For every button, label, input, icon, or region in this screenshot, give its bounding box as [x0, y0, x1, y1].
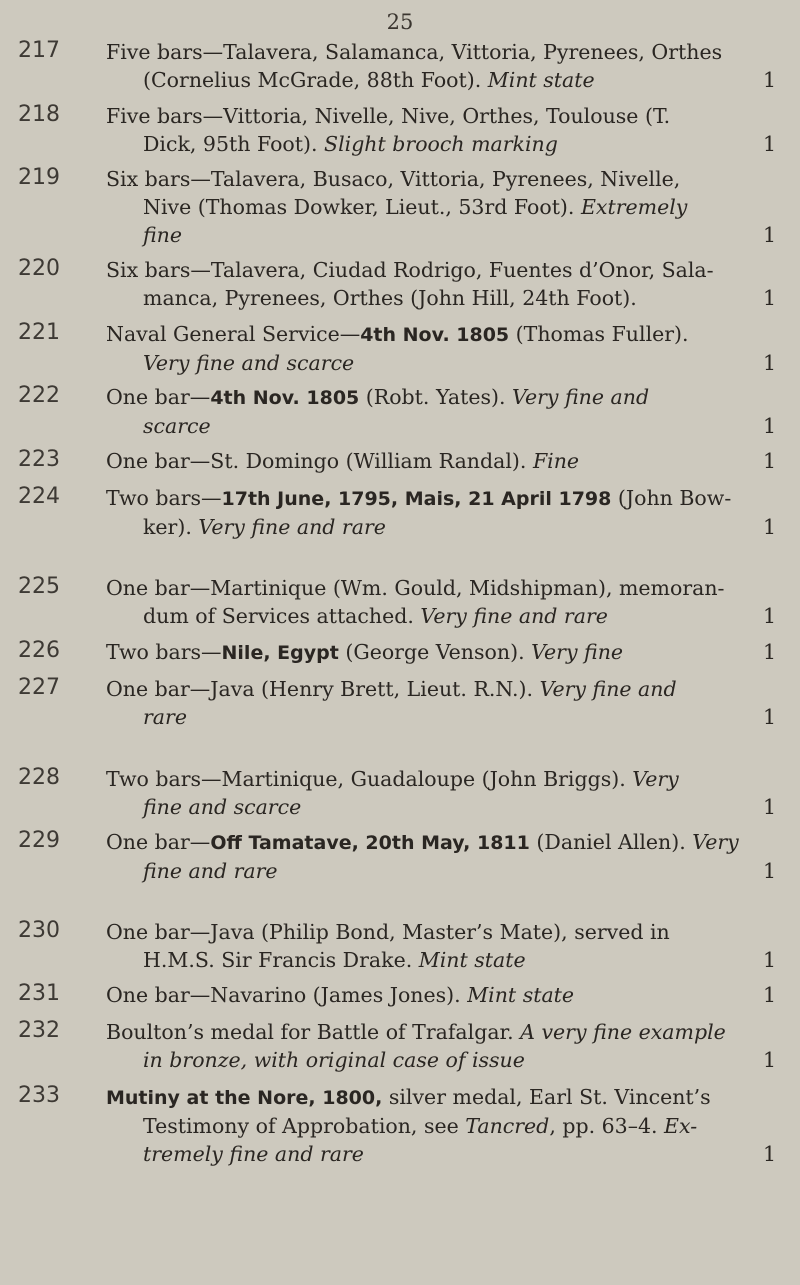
description-text: One bar—Java (Henry Brett, Lieut. R.N.).: [106, 677, 540, 701]
lot-quantity: 1: [762, 223, 776, 247]
description-text: Six bars—Talavera, Ciudad Rodrigo, Fuentes d’Onor, Sala-: [106, 258, 714, 282]
lot-number: 228: [18, 765, 60, 790]
description-text: One bar—St. Domingo (William Randal).: [106, 449, 533, 473]
lot-description: [106, 102, 776, 158]
description-text: (Daniel Allen).: [529, 830, 693, 854]
description-line: [106, 765, 776, 793]
lot-quantity: 1: [762, 286, 776, 310]
description-text: One bar—Martinique (Wm. Gould, Midshipman), memoran-: [106, 576, 725, 600]
description-text: (John Bow-: [611, 486, 732, 510]
description-line: [106, 638, 776, 667]
description-line: [106, 221, 776, 249]
condition-note: Very: [692, 830, 739, 854]
lot-number: 220: [18, 256, 60, 281]
description-line: [106, 193, 776, 221]
lot-number: 219: [18, 165, 60, 190]
description-line: [106, 703, 776, 731]
description-line: [106, 946, 776, 974]
description-text: (Thomas Fuller).: [509, 322, 689, 346]
description-line: [106, 349, 776, 377]
description-line: [106, 981, 776, 1009]
description-text: (Cornelius McGrade, 88th Foot).: [143, 68, 488, 92]
lot-description: [106, 1018, 776, 1074]
condition-note: Very fine and scarce: [143, 351, 355, 375]
condition-note: Extremely: [580, 195, 688, 219]
description-line: [106, 1112, 776, 1140]
lot-number: 227: [18, 675, 60, 700]
lot-description: [106, 447, 776, 475]
lot-quantity: 1: [762, 983, 776, 1007]
description-line: [106, 383, 776, 412]
description-line: [106, 857, 776, 885]
description-line: [106, 447, 776, 475]
lot-quantity: 1: [762, 1142, 776, 1166]
condition-note: Very fine and rare: [420, 604, 608, 628]
description-line: [106, 284, 776, 312]
description-line: [106, 574, 776, 602]
description-line: [106, 828, 776, 857]
lot-number: 222: [18, 383, 60, 408]
condition-note: Mint state: [467, 983, 575, 1007]
bold-clasp-text: 4th Nov. 1805: [210, 387, 360, 409]
lot-quantity: 1: [762, 1048, 776, 1072]
lot-number: 217: [18, 38, 60, 63]
page-number: 25: [386, 10, 414, 34]
description-line: [106, 1140, 776, 1168]
condition-note: rare: [143, 705, 187, 729]
lot-description: [106, 765, 776, 821]
description-text: Two bars—: [106, 486, 222, 510]
lot-description: [106, 638, 776, 667]
description-line: [106, 38, 776, 66]
bold-clasp-text: 4th Nov. 1805: [360, 324, 510, 346]
lot-description: [106, 675, 776, 731]
condition-note: fine and rare: [143, 859, 278, 883]
description-text: Two bars—: [106, 640, 222, 664]
description-line: [106, 130, 776, 158]
description-text: Five bars—Talavera, Salamanca, Vittoria, Pyrenees, Orthes: [106, 40, 723, 64]
description-line: [106, 793, 776, 821]
description-line: [106, 1083, 776, 1112]
description-text: silver medal, Earl St. Vincent’s: [382, 1085, 711, 1109]
condition-note: Very fine and: [539, 677, 677, 701]
lot-description: [106, 38, 776, 94]
lot-quantity: 1: [762, 948, 776, 972]
bold-clasp-text: Nile, Egypt: [221, 642, 339, 664]
description-text: Boulton’s medal for Battle of Trafalgar.: [106, 1020, 521, 1044]
lot-number: 229: [18, 828, 60, 853]
lot-quantity: 1: [762, 640, 776, 664]
description-line: [106, 513, 776, 541]
lot-number: 226: [18, 638, 60, 663]
description-text: ker).: [143, 515, 199, 539]
description-text: , pp. 63–4.: [549, 1114, 665, 1138]
description-line: [106, 256, 776, 284]
description-line: [106, 602, 776, 630]
condition-note: Very fine: [531, 640, 624, 664]
lot-description: [106, 574, 776, 630]
description-text: Nive (Thomas Dowker, Lieut., 53rd Foot).: [143, 195, 581, 219]
description-text: dum of Services attached.: [143, 604, 421, 628]
bold-clasp-text: 17th June, 1795, Mais, 21 April 1798: [221, 488, 612, 510]
description-line: [106, 320, 776, 349]
lot-quantity: 1: [762, 351, 776, 375]
description-text: Dick, 95th Foot).: [143, 132, 325, 156]
lot-quantity: 1: [762, 132, 776, 156]
lot-number: 218: [18, 102, 60, 127]
condition-note: Very fine and rare: [198, 515, 386, 539]
condition-note: Very fine and: [512, 385, 650, 409]
lot-quantity: 1: [762, 705, 776, 729]
description-text: Testimony of Approbation, see: [143, 1114, 466, 1138]
description-text: H.M.S. Sir Francis Drake.: [143, 948, 419, 972]
condition-note: Fine: [532, 449, 580, 473]
lot-number: 223: [18, 447, 60, 472]
lot-number: 230: [18, 918, 60, 943]
lot-quantity: 1: [762, 449, 776, 473]
bold-clasp-text: Mutiny at the Nore, 1800,: [106, 1087, 383, 1109]
description-line: [106, 484, 776, 513]
condition-note: tremely fine and rare: [143, 1142, 364, 1166]
description-line: [106, 675, 776, 703]
condition-note: Ex-: [664, 1114, 698, 1138]
description-line: [106, 918, 776, 946]
lot-description: [106, 165, 776, 249]
condition-note: Mint state: [418, 948, 526, 972]
description-text: One bar—Navarino (James Jones).: [106, 983, 468, 1007]
lot-number: 221: [18, 320, 60, 345]
condition-note: scarce: [143, 414, 211, 438]
description-line: [106, 165, 776, 193]
condition-note: Tancred: [465, 1114, 550, 1138]
condition-note: in bronze, with original case of issue: [143, 1048, 525, 1072]
lot-quantity: 1: [762, 859, 776, 883]
description-text: One bar—: [106, 830, 211, 854]
lot-quantity: 1: [762, 68, 776, 92]
condition-note: Mint state: [487, 68, 595, 92]
lot-description: [106, 981, 776, 1009]
lot-description: [106, 1083, 776, 1168]
description-text: Six bars—Talavera, Busaco, Vittoria, Pyrenees, Nivelle,: [106, 167, 681, 191]
condition-note: fine and scarce: [143, 795, 302, 819]
condition-note: Very: [632, 767, 679, 791]
description-text: Naval General Service—: [106, 322, 361, 346]
description-text: One bar—Java (Philip Bond, Master’s Mate), served in: [106, 920, 670, 944]
lot-quantity: 1: [762, 414, 776, 438]
description-text: One bar—: [106, 385, 211, 409]
description-text: (George Venson).: [338, 640, 532, 664]
description-line: [106, 1018, 776, 1046]
condition-note: Slight brooch marking: [324, 132, 558, 156]
description-text: manca, Pyrenees, Orthes (John Hill, 24th Foot).: [143, 286, 637, 310]
description-line: [106, 66, 776, 94]
lot-description: [106, 828, 776, 885]
lot-quantity: 1: [762, 795, 776, 819]
lot-description: [106, 320, 776, 377]
description-text: (Robt. Yates).: [359, 385, 513, 409]
lot-number: 224: [18, 484, 60, 509]
lot-description: [106, 918, 776, 974]
lot-number: 233: [18, 1083, 60, 1108]
lot-description: [106, 256, 776, 312]
condition-note: A very fine example: [520, 1020, 726, 1044]
description-line: [106, 102, 776, 130]
lot-quantity: 1: [762, 515, 776, 539]
lot-quantity: 1: [762, 604, 776, 628]
lot-number: 231: [18, 981, 60, 1006]
description-line: [106, 412, 776, 440]
lot-description: [106, 484, 776, 541]
description-text: Five bars—Vittoria, Nivelle, Nive, Orthes, Toulouse (T.: [106, 104, 671, 128]
description-line: [106, 1046, 776, 1074]
lot-number: 232: [18, 1018, 60, 1043]
description-text: Two bars—Martinique, Guadaloupe (John Briggs).: [106, 767, 633, 791]
condition-note: fine: [143, 223, 183, 247]
lot-number: 225: [18, 574, 60, 599]
lot-description: [106, 383, 776, 440]
bold-clasp-text: Off Tamatave, 20th May, 1811: [210, 832, 530, 854]
